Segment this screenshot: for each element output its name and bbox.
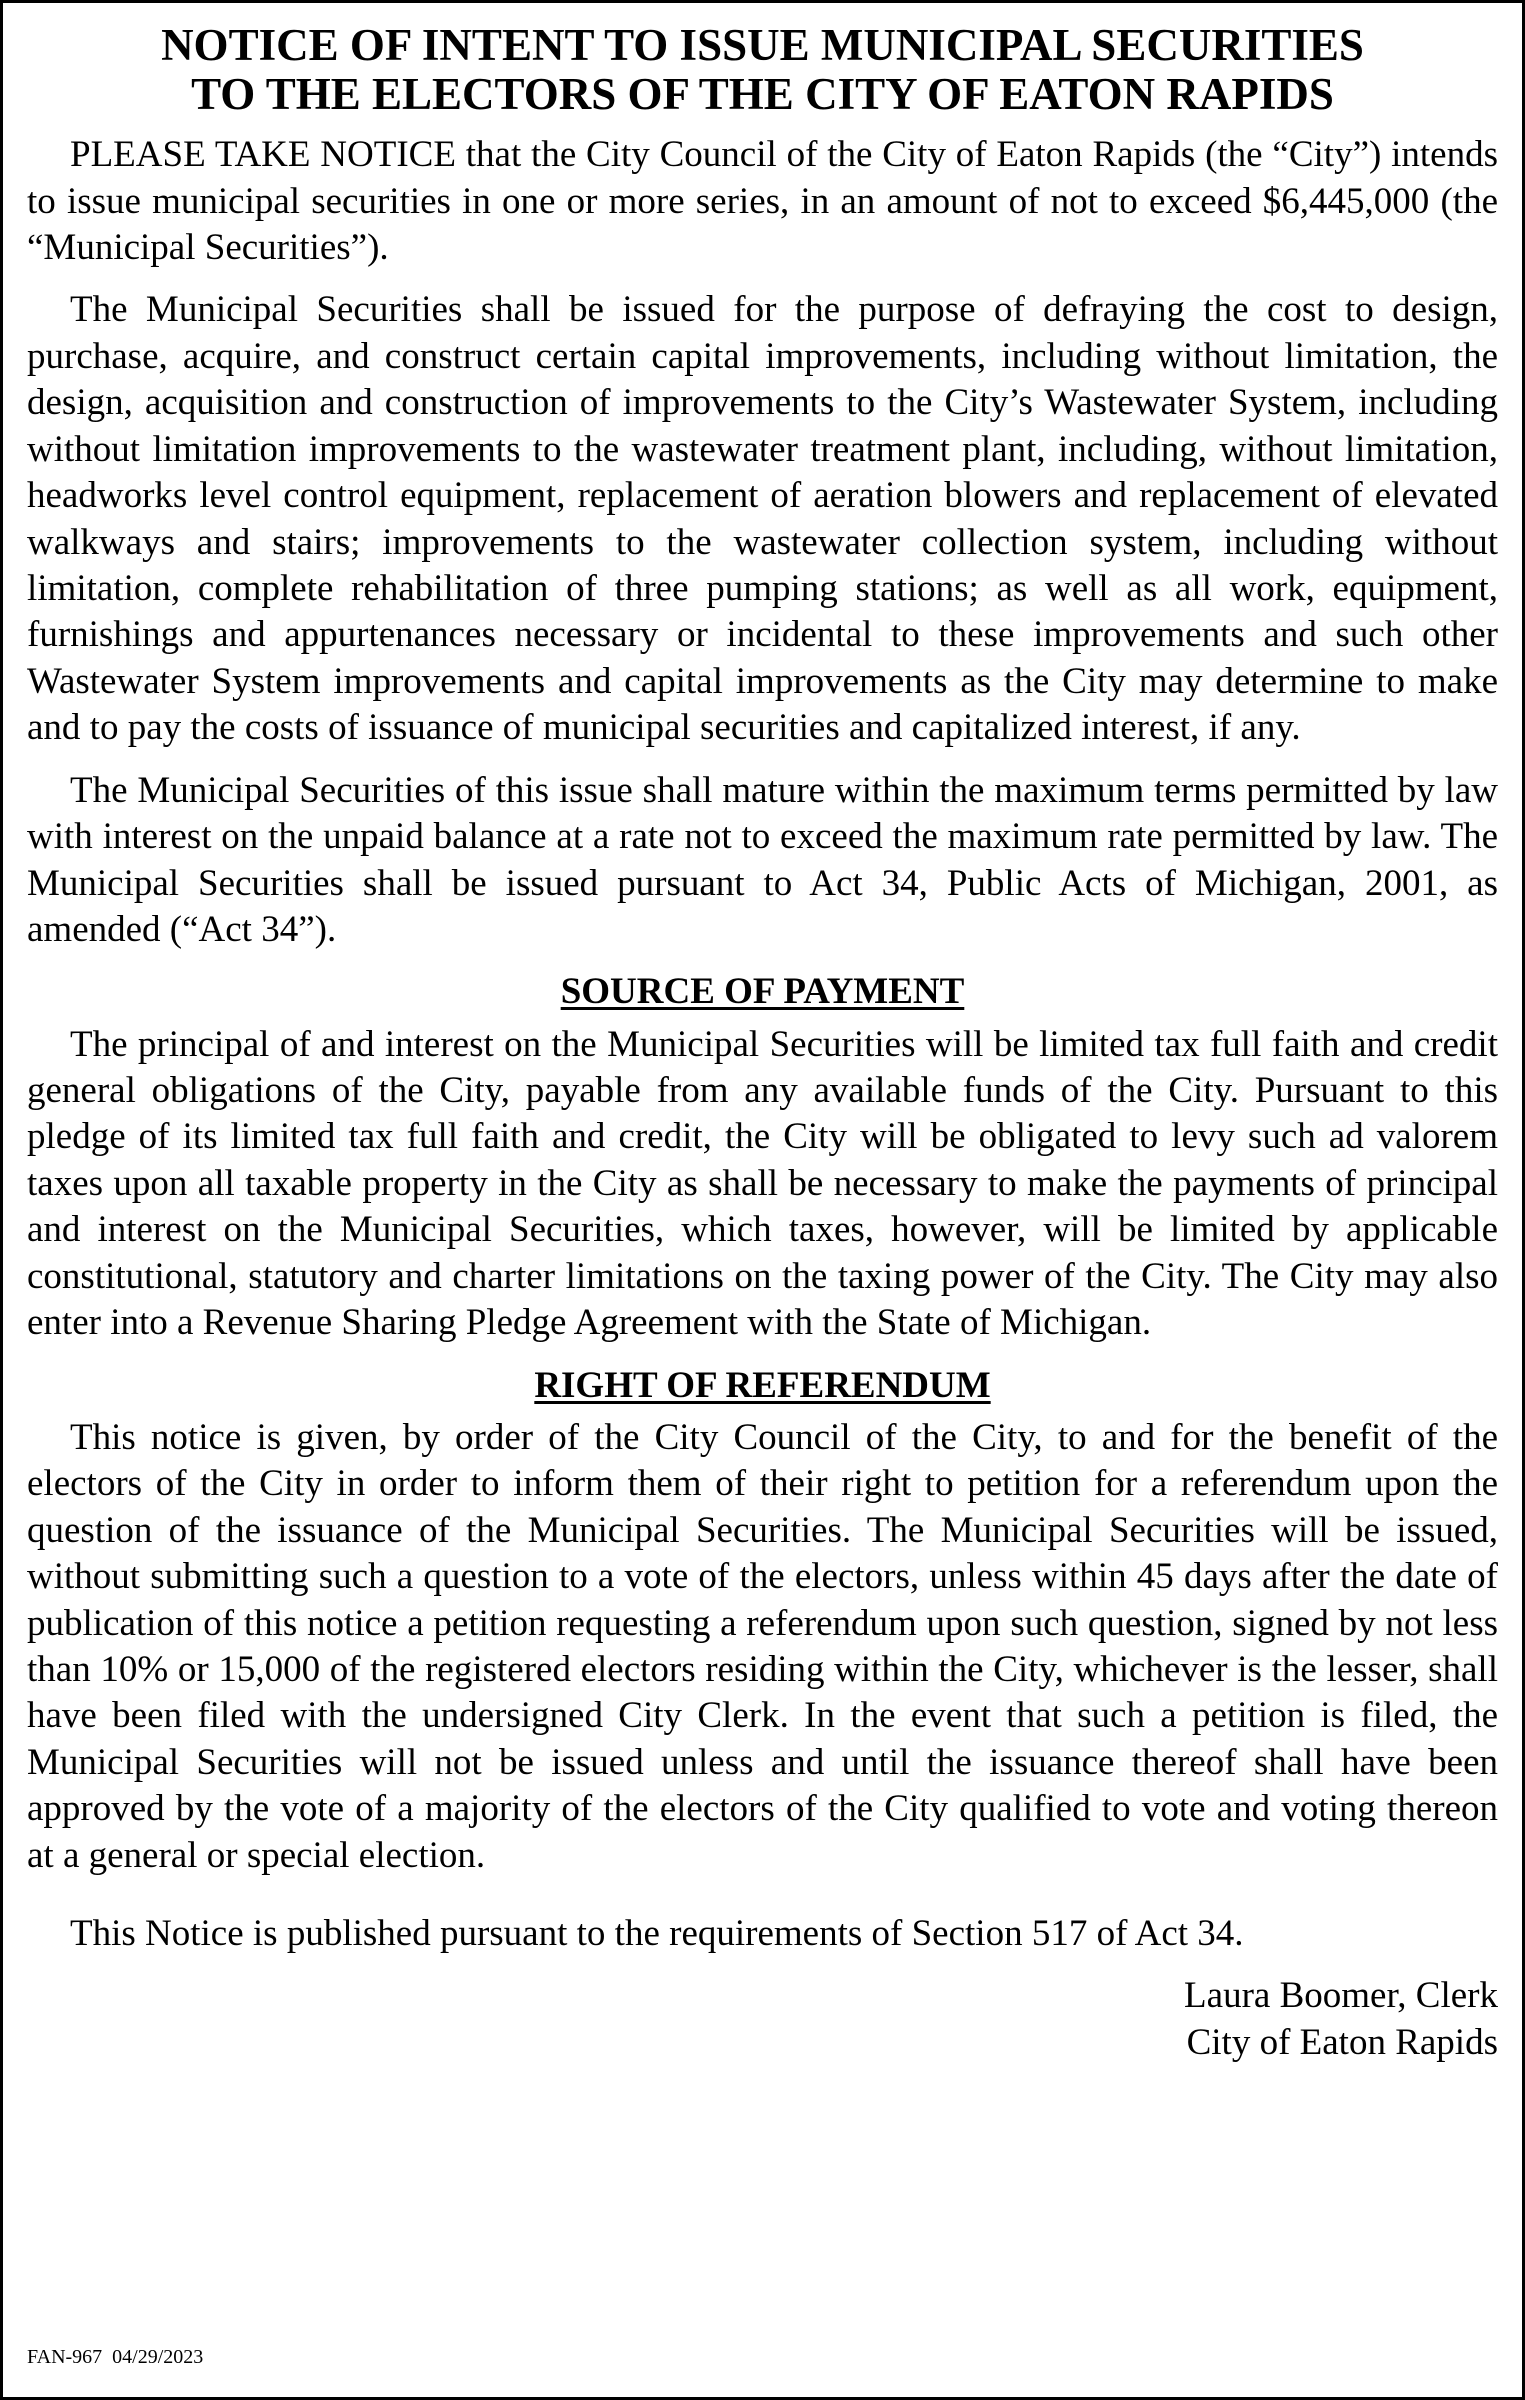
right-of-referendum-heading: RIGHT OF REFERENDUM — [534, 1364, 991, 1406]
signature-office: City of Eaton Rapids — [1186, 2021, 1498, 2063]
publication-paragraph: This Notice is published pursuant to the requirements of Section 517 of Act 34. — [70, 1913, 1244, 1955]
title-line-2: TO THE ELECTORS OF THE CITY OF EATON RAPIDS — [191, 68, 1334, 119]
notice-title — [27, 21, 1498, 118]
signature-name: Laura Boomer, Clerk — [1184, 1975, 1498, 2017]
footer-code: FAN-967 04/29/2023 — [27, 2346, 204, 2368]
spacer — [27, 1895, 1498, 1911]
signature-block — [27, 1973, 1498, 2066]
intro-paragraph: PLEASE TAKE NOTICE that the City Council of the City of Eaton Rapids (the “City”) intends to issue municipal securities in one or more series, in an amount of not to exceed $6,445,000 (the “Municipal Securities”). — [27, 134, 1498, 269]
title-line-1: NOTICE OF INTENT TO ISSUE MUNICIPAL SECURITIES — [161, 20, 1364, 70]
payment-paragraph: The principal of and interest on the Municipal Securities will be limited tax full faith and credit general obligations of the City, payable from any available funds of the City. Pursuant to this pledge of its limited tax full faith and credit, the City will be obligated to levy such ad valorem taxes upon all taxable property in the City as shall be necessary to make the payments of principal and interest on the Municipal Securities, which taxes, however, will be limited by applicable constitutional, statutory and charter limitations on the taxing power of the City. The City may also enter into a Revenue Sharing Pledge Agreement with the State of Michigan. — [27, 1023, 1498, 1344]
referendum-paragraph: This notice is given, by order of the City Council of the City, to and for the benefit of the electors of the City in order to inform them of their right to petition for a referendum upon the question of the issuance of the Municipal Securities. The Municipal Securities will be issued, without submitting such a question to a vote of the electors, unless within 45 days after the date of publication of this notice a petition requesting a referendum upon such question, signed by not less than 10% or 15,000 of the registered electors residing within the City, whichever is the lesser, shall have been filed with the undersigned City Clerk. In the event that such a petition is filed, the Municipal Securities will not be issued unless and until the issuance thereof shall have been approved by the vote of a majority of the electors of the City qualified to vote and voting thereon at a general or special election. — [27, 1416, 1498, 1876]
maturity-paragraph: The Municipal Securities of this issue shall mature within the maximum terms permitted by law with interest on the unpaid balance at a rate not to exceed the maximum rate permitted by law. The Municipal Securities shall be issued pursuant to Act 34, Public Acts of Michigan, 2001, as amended (“Act 34”). — [27, 769, 1498, 950]
source-of-payment-heading: SOURCE OF PAYMENT — [560, 971, 965, 1013]
purpose-paragraph: The Municipal Securities shall be issued for the purpose of defraying the cost to design, purchase, acquire, and construct certain capital improvements, including without limitation, the design, acquisition and construction of improvements to the City’s Wastewater System, including without limitation improvements to the wastewater treatment plant, including, without limitation, headworks level control equipment, replacement of aeration blowers and replacement of elevated walkways and stairs; improvements to the wastewater collection system, including without limitation, complete rehabilitation of three pumping stations; as well as all work, equipment, furnishings and appurtenances necessary or incidental to these improvements and such other Wastewater System improvements and capital improvements as the City may determine to make and to pay the costs of issuance of municipal securities and capitalized interest, if any. — [27, 289, 1498, 749]
